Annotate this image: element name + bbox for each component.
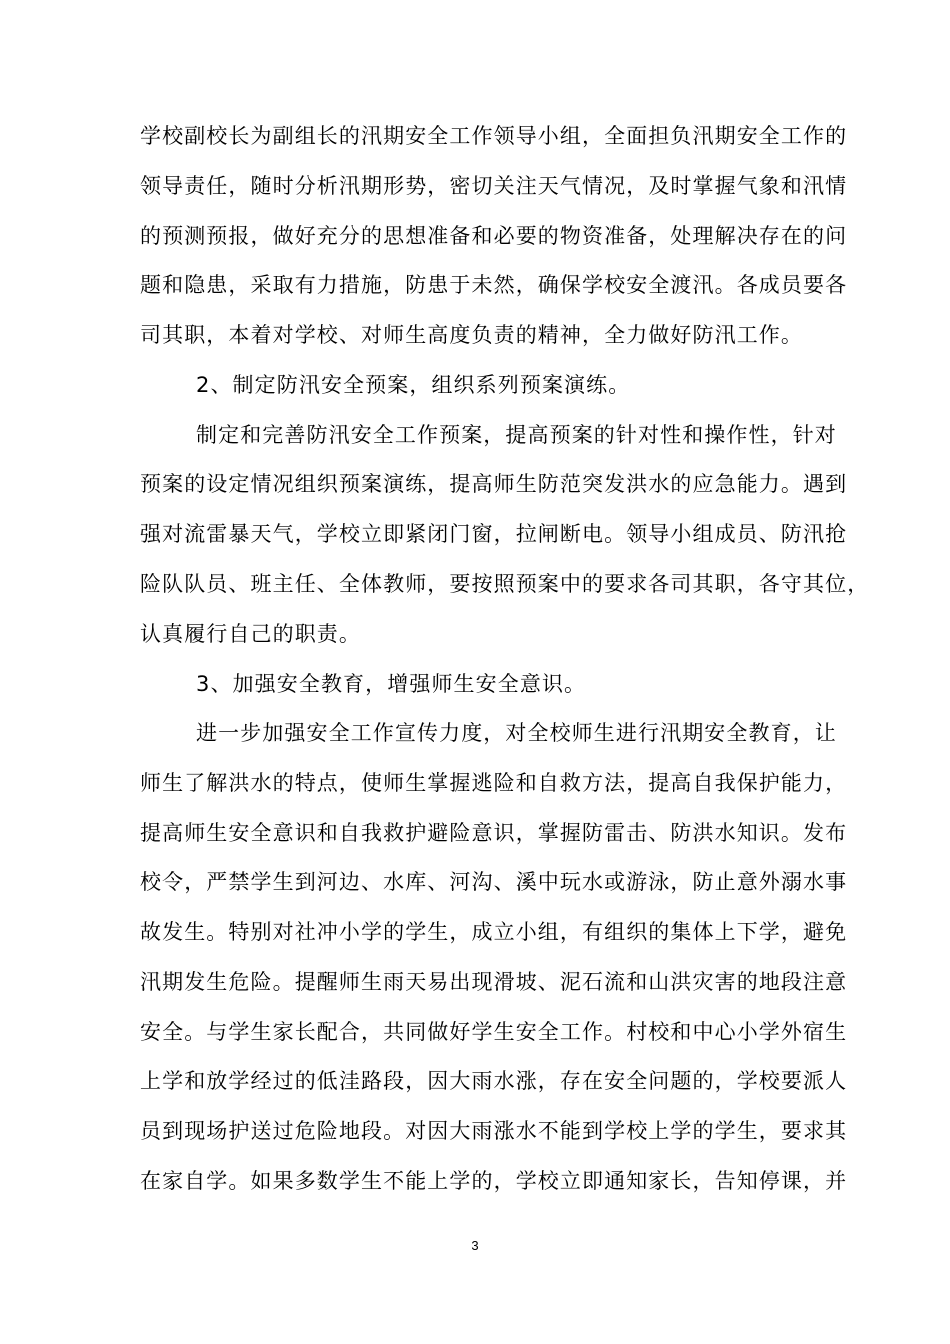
section-heading-2: 2、制定防汛安全预案，组织系列预案演练。 xyxy=(196,373,631,397)
body-text-line: 司其职，本着对学校、对师生高度负责的精神，全力做好防汛工作。 xyxy=(140,323,803,347)
body-text-line: 预案的设定情况组织预案演练，提高师生防范突发洪水的应急能力。遇到 xyxy=(140,472,848,496)
body-text-line: 校令，严禁学生到河边、水库、河沟、溪中玩水或游泳，防止意外溺水事 xyxy=(140,870,848,894)
body-text-line: 汛期发生危险。提醒师生雨天易出现滑坡、泥石流和山洪灾害的地段注意 xyxy=(140,970,848,994)
page-number: 3 xyxy=(471,1238,479,1253)
body-text-line: 员到现场护送过危险地段。对因大雨涨水不能到学校上学的学生，要求其 xyxy=(140,1119,848,1143)
body-text-line: 制定和完善防汛安全工作预案，提高预案的针对性和操作性，针对 xyxy=(196,423,837,447)
body-text-line: 认真履行自己的职责。 xyxy=(140,622,361,646)
body-text-line: 故发生。特别对社冲小学的学生，成立小组，有组织的集体上下学，避免 xyxy=(140,920,848,944)
body-text-line: 题和隐患，采取有力措施，防患于未然，确保学校安全渡汛。各成员要各 xyxy=(140,273,848,297)
body-text-line: 在家自学。如果多数学生不能上学的，学校立即通知家长，告知停课，并 xyxy=(140,1169,848,1193)
body-text-line: 安全。与学生家长配合，共同做好学生安全工作。村校和中心小学外宿生 xyxy=(140,1020,848,1044)
body-text-line: 进一步加强安全工作宣传力度，对全校师生进行汛期安全教育，让 xyxy=(196,721,837,745)
body-text-line: 上学和放学经过的低洼路段，因大雨水涨，存在安全问题的，学校要派人 xyxy=(140,1069,848,1093)
body-text-line: 险队队员、班主任、全体教师，要按照预案中的要求各司其职，各守其位， xyxy=(140,572,870,596)
body-text-line: 领导责任，随时分析汛期形势，密切关注天气情况，及时掌握气象和汛情 xyxy=(140,174,848,198)
body-text-line: 强对流雷暴天气，学校立即紧闭门窗，拉闸断电。领导小组成员、防汛抢 xyxy=(140,522,848,546)
body-text-line: 提高师生安全意识和自我救护避险意识，掌握防雷击、防洪水知识。发布 xyxy=(140,821,848,845)
body-text-line: 学校副校长为副组长的汛期安全工作领导小组，全面担负汛期安全工作的 xyxy=(140,124,848,148)
section-heading-3: 3、加强安全教育，增强师生安全意识。 xyxy=(196,672,587,696)
body-text-line: 师生了解洪水的特点，使师生掌握逃险和自救方法，提高自我保护能力， xyxy=(140,771,848,795)
body-text-line: 的预测预报，做好充分的思想准备和必要的物资准备，处理解决存在的问 xyxy=(140,224,848,248)
